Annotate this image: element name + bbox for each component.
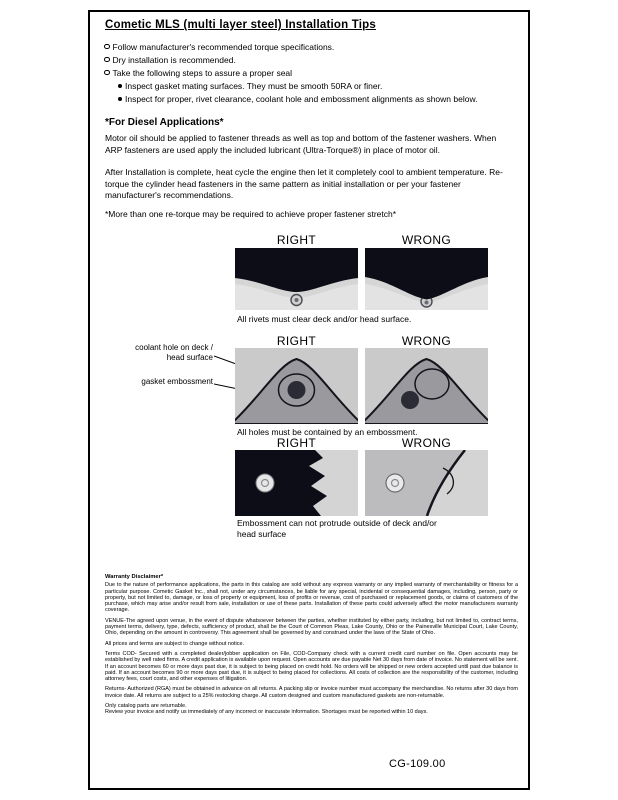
list-item: [104, 80, 509, 93]
tip-text: Take the following steps to assure a proper seal: [112, 68, 293, 78]
retorque-note: *More than one re-torque may be required to achieve proper fastener stretch*: [105, 209, 397, 219]
dot-bullet-icon: [118, 84, 122, 88]
legal-paragraph: Terms COD- Secured with a completed dealer/jobber application on File, COD-Company check with a current credit card number on file. Open accounts may be established by well rated firms. A credit application is available upon request. Open accounts are due payable Net 30 days from date of invoice. No statement will be sent. If an account becomes 60 or more days past due, it is subject to being placed on credit hold. No orders will be shipped or new orders accepted until past due balance is paid. If an account becomes 90 or more days past due, it is subject to being placed for collections. All costs of collection are the responsibility of the customer, including attorney fees, court costs, and other expenses of litigation.: [105, 650, 518, 683]
legal-paragraph: Returns- Authorized (RGA) must be obtained in advance on all returns. A packing slip or invoice number must accompany the merchandise. No returns after 30 days from invoice date. All returns are subject to a 25% restocking charge. All custom designed and custom manufactured gaskets are non-returnable.: [105, 686, 518, 699]
embossment-protruding-illustration: [365, 450, 488, 516]
diesel-applications-heading: *For Diesel Applications*: [105, 117, 224, 128]
right-label-row1: RIGHT: [276, 233, 317, 247]
circle-bullet-icon: [104, 57, 110, 63]
embossment-inside-illustration: [235, 450, 358, 516]
row2-caption: All holes must be contained by an embossment.: [237, 427, 418, 437]
diagram-embossment-right: [235, 348, 358, 424]
tip-text: Inspect for proper, rivet clearance, coolant hole and embossment alignments as shown below.: [125, 94, 478, 104]
legal-paragraph: All prices and terms are subject to change without notice.: [105, 640, 245, 647]
dot-bullet-icon: [118, 97, 122, 101]
rivet-covered-illustration: [365, 248, 488, 310]
diagram-rivet-right: [235, 248, 358, 310]
diagram-protrude-right: [235, 450, 358, 516]
list-item: [104, 54, 509, 67]
legal-paragraph: Due to the nature of performance applications, the parts in this catalog are sold without any express warranty or any implied warranty of merchantability or fitness for a particular purpose. Cometic Gasket Inc., shall not, under any circumstances, be liable for any special, incidental or consequential damages, including, person, party or property, but not limited to, damage, or loss of property or equipment, loss of profits or revenue, cost of purchased or replacement goods, or claims of customers of the purchase, which may arise and/or result from sale, installation or use of these parts. Installation of these parts could adversely affect the motor manufacturers warranty coverage.: [105, 582, 518, 614]
legal-paragraph: Only catalog parts are returnable.: [105, 703, 187, 710]
diagram-protrude-wrong: [365, 450, 488, 516]
hole-contained-illustration: [235, 348, 358, 424]
legal-paragraph: Review your invoice and notify us immediately of any incorrect or inaccurate information. Shortages must be reported within 10 days.: [105, 709, 428, 716]
wrong-label-row2: WRONG: [401, 334, 452, 348]
wrong-label-row1: WRONG: [401, 233, 452, 247]
diesel-paragraph-1: Motor oil should be applied to fastener threads as well as top and bottom of the fastener washers. When ARP fasteners are used apply the included lubricant (Ultra-Torque®) in place of motor oil.: [105, 133, 497, 155]
gasket-embossment-annotation: gasket embossment: [141, 377, 213, 386]
page-title: Cometic MLS (multi layer steel) Installation Tips: [105, 19, 376, 31]
list-item: [104, 67, 509, 80]
warranty-disclaimer-block: [105, 574, 518, 720]
circle-bullet-icon: [104, 70, 110, 76]
tips-list: [104, 41, 509, 106]
circle-bullet-icon: [104, 44, 110, 50]
rivet-clear-illustration: [235, 248, 358, 310]
diagram-rivet-wrong: [365, 248, 488, 310]
tip-text: Follow manufacturer's recommended torque specifications.: [112, 42, 335, 52]
warranty-disclaimer-heading: Warranty Disclaimer*: [105, 574, 164, 580]
right-label-row2: RIGHT: [276, 334, 317, 348]
list-item: [104, 41, 509, 54]
wrong-label-row3: WRONG: [401, 436, 452, 450]
hole-outside-illustration: [365, 348, 488, 424]
right-label-row3: RIGHT: [276, 436, 317, 450]
legal-paragraph: VENUE-The agreed upon venue, in the event of dispute whatsoever between the parties, whether instituted by either party, including, but not limited to, contract terms, payment terms, delivery, type, defects, sufficiency of product, shall be the Court of Common Pleas, Lake County, Ohio or the Painesville Municipal Court, Lake County, Ohio, depending on the amount in controversy. This agreement shall be governed by and construed under the laws of the State of Ohio.: [105, 617, 518, 637]
list-item: [104, 93, 509, 106]
row3-caption: Embossment can not protrude outside of deck and/or head surface: [237, 518, 437, 539]
row1-caption: All rivets must clear deck and/or head surface.: [237, 314, 412, 324]
document-number: CG-109.00: [389, 758, 446, 770]
diagram-embossment-wrong: [365, 348, 488, 424]
tip-text: Dry installation is recommended.: [112, 55, 236, 65]
tip-text: Inspect gasket mating surfaces. They must be smooth 50RA or finer.: [125, 81, 383, 91]
diesel-paragraph-2: After Installation is complete, heat cycle the engine then let it completely cool to ambient temperature. Re-torque the cylinder head fasteners in the same pattern as initial installation or per your fastener manufacturer's recommendations.: [105, 167, 503, 200]
coolant-hole-annotation: coolant hole on deck / head surface: [135, 343, 213, 362]
